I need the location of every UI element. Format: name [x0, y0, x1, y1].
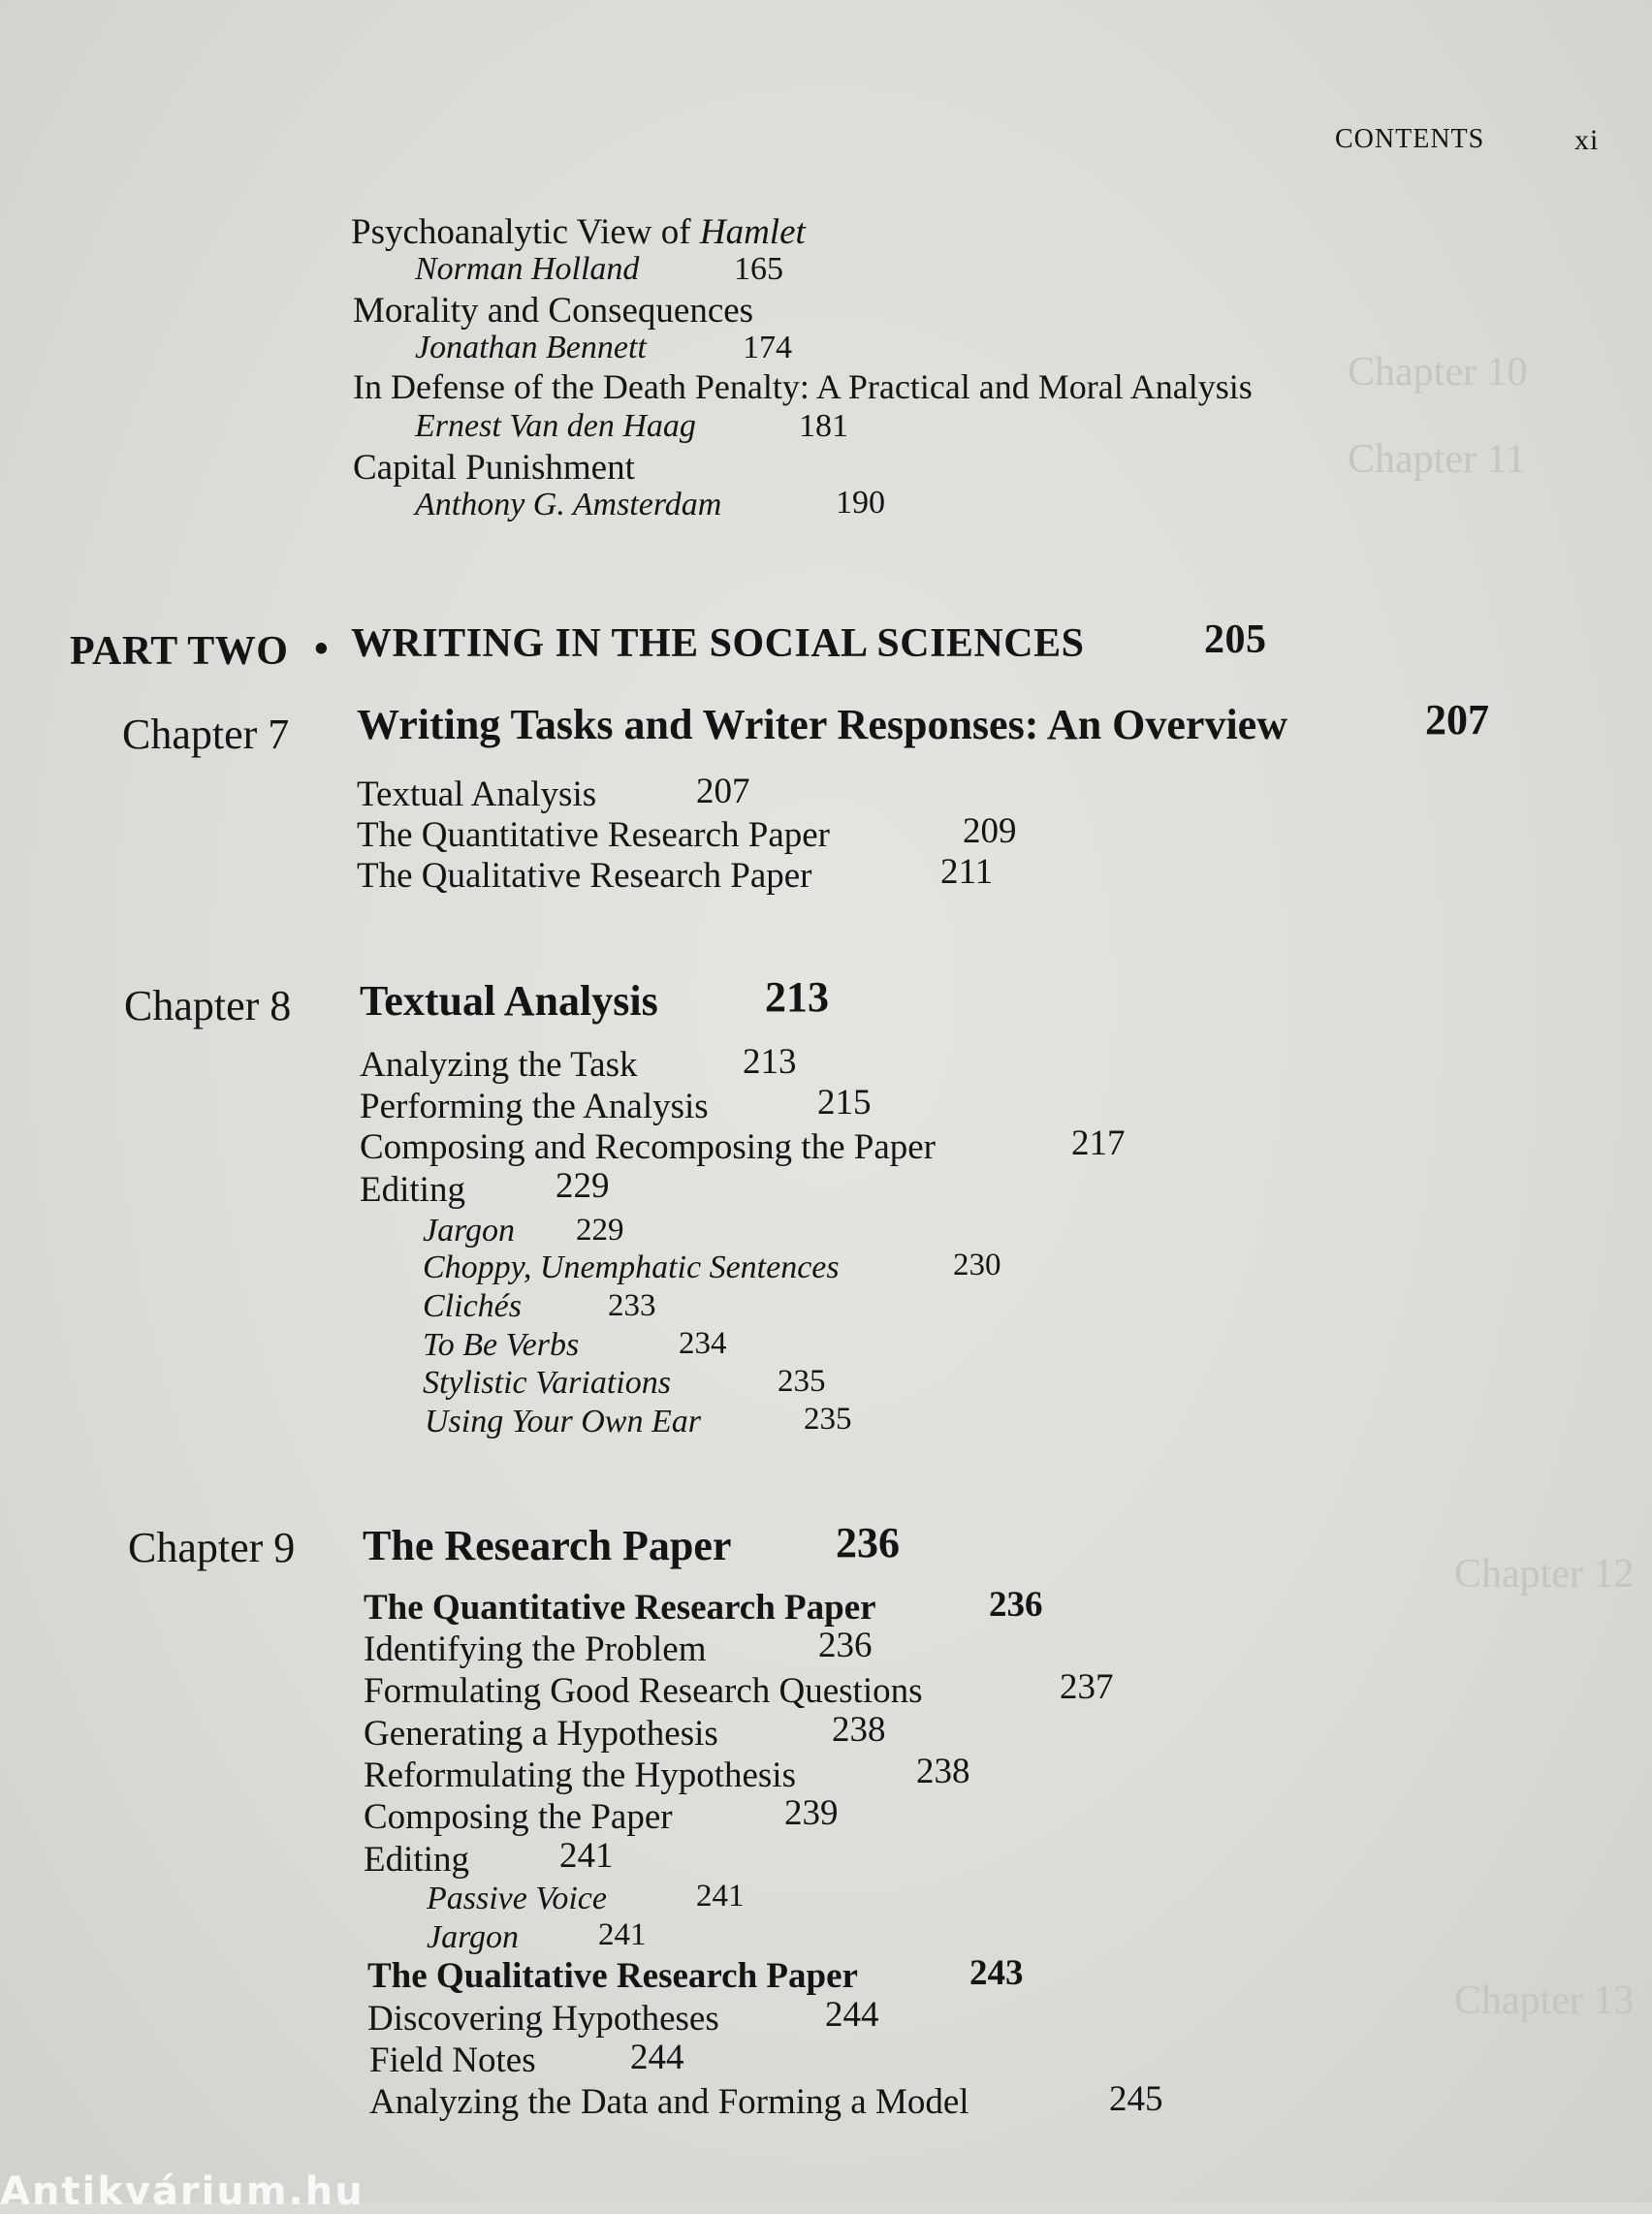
chapter-page: 236	[836, 1519, 900, 1566]
toc-entry-title: Morality and Consequences	[353, 291, 754, 331]
toc-subentry-page: 230	[953, 1248, 1001, 1282]
toc-entry-page: 215	[817, 1083, 872, 1123]
toc-entry-author: Ernest Van den Haag	[415, 408, 696, 444]
toc-subentry-title: Clichés	[423, 1288, 522, 1324]
toc-entry-title: Psychoanalytic View of Hamlet	[351, 212, 806, 252]
part-page: 205	[1204, 617, 1267, 662]
toc-entry-page: 238	[832, 1710, 886, 1750]
toc-entry-title: The Quantitative Research Paper	[364, 1588, 876, 1628]
toc-entry-page: 239	[784, 1793, 839, 1833]
toc-subentry-page: 233	[608, 1288, 656, 1323]
chapter-page: 207	[1425, 696, 1489, 743]
toc-subentry-page: 229	[576, 1213, 624, 1248]
bleed-through-text: Chapter 11	[1348, 437, 1526, 482]
bleed-through-text: Chapter 10	[1348, 350, 1528, 395]
part-title: WRITING IN THE SOCIAL SCIENCES	[351, 621, 1085, 666]
toc-entry-page: 213	[743, 1042, 797, 1082]
toc-entry-page: 165	[734, 251, 783, 287]
chapter-title: Textual Analysis	[360, 977, 658, 1025]
toc-entry-title: Analyzing the Task	[360, 1045, 638, 1085]
toc-subentry-page: 241	[598, 1917, 647, 1952]
running-header: CONTENTS	[1335, 124, 1485, 154]
toc-entry-title: Editing	[364, 1840, 469, 1880]
toc-entry-title: Formulating Good Research Questions	[364, 1671, 923, 1711]
toc-entry-page: 217	[1071, 1123, 1126, 1163]
toc-entry-title: Textual Analysis	[357, 775, 597, 814]
toc-entry-title: The Qualitative Research Paper	[367, 1956, 858, 1996]
toc-entry-page: 209	[963, 811, 1017, 851]
toc-subentry-page: 235	[804, 1402, 852, 1437]
toc-entry-page: 190	[836, 485, 885, 521]
toc-subentry-page: 234	[679, 1326, 727, 1361]
toc-entry-page: 244	[825, 1995, 879, 2035]
toc-subentry-page: 241	[696, 1879, 745, 1914]
toc-subentry-title: Passive Voice	[427, 1881, 607, 1916]
toc-entry-title: Capital Punishment	[353, 448, 635, 488]
toc-entry-title: In Defense of the Death Penalty: A Practical and Moral Analysis	[353, 367, 1253, 406]
page-number: xi	[1574, 124, 1600, 156]
toc-entry-title: Performing the Analysis	[360, 1087, 709, 1126]
toc-entry-page: 237	[1060, 1667, 1114, 1707]
toc-entry-title: Field Notes	[369, 2040, 536, 2080]
chapter-label: Chapter 7	[122, 711, 290, 758]
chapter-page: 213	[765, 973, 829, 1021]
toc-entry-title: Editing	[360, 1170, 465, 1210]
toc-entry-author: Jonathan Bennett	[415, 330, 647, 365]
toc-entry-title: Identifying the Problem	[364, 1629, 707, 1669]
toc-entry-page: 181	[799, 408, 848, 444]
toc-entry-author: Norman Holland	[415, 251, 640, 287]
watermark: Antikvárium.hu	[0, 2169, 365, 2214]
toc-entry-title: Reformulating the Hypothesis	[364, 1755, 796, 1795]
chapter-label: Chapter 8	[124, 982, 292, 1029]
toc-entry-title: Generating a Hypothesis	[364, 1714, 718, 1754]
toc-subentry-title: Jargon	[427, 1919, 520, 1955]
toc-entry-page: 211	[940, 852, 994, 892]
toc-entry-page: 244	[630, 2038, 684, 2077]
toc-entry-page: 236	[989, 1585, 1043, 1625]
chapter-title: Writing Tasks and Writer Responses: An Overview	[357, 701, 1287, 748]
chapter-title: The Research Paper	[363, 1522, 732, 1569]
toc-subentry-title: Choppy, Unemphatic Sentences	[423, 1249, 840, 1285]
toc-entry-page: 229	[556, 1166, 610, 1206]
toc-entry-title: The Quantitative Research Paper	[357, 815, 830, 855]
part-bullet: •	[314, 627, 330, 672]
toc-entry-page: 245	[1109, 2079, 1163, 2119]
toc-entry-page: 243	[969, 1953, 1024, 1993]
toc-subentry-page: 235	[778, 1364, 826, 1399]
bleed-through-text: Chapter 13	[1454, 1978, 1635, 2023]
toc-entry-title: Composing and Recomposing the Paper	[360, 1127, 936, 1167]
toc-subentry-title: To Be Verbs	[423, 1327, 580, 1363]
toc-entry-page: 236	[818, 1626, 873, 1665]
part-label: PART TWO	[70, 629, 289, 674]
toc-entry-page: 241	[559, 1836, 614, 1876]
toc-subentry-title: Stylistic Variations	[423, 1365, 671, 1401]
toc-entry-page: 238	[916, 1752, 970, 1791]
toc-entry-title: Discovering Hypotheses	[367, 1999, 719, 2039]
toc-subentry-title: Using Your Own Ear	[425, 1404, 701, 1439]
toc-entry-page: 174	[743, 330, 792, 365]
chapter-label: Chapter 9	[128, 1524, 296, 1571]
toc-subentry-title: Jargon	[423, 1213, 516, 1249]
bleed-through-text: Chapter 12	[1454, 1552, 1635, 1597]
toc-entry-author: Anthony G. Amsterdam	[415, 487, 722, 522]
toc-entry-title: Composing the Paper	[364, 1797, 673, 1837]
toc-entry-title: The Qualitative Research Paper	[357, 856, 812, 896]
toc-entry-page: 207	[696, 772, 750, 811]
toc-entry-title: Analyzing the Data and Forming a Model	[369, 2082, 969, 2122]
